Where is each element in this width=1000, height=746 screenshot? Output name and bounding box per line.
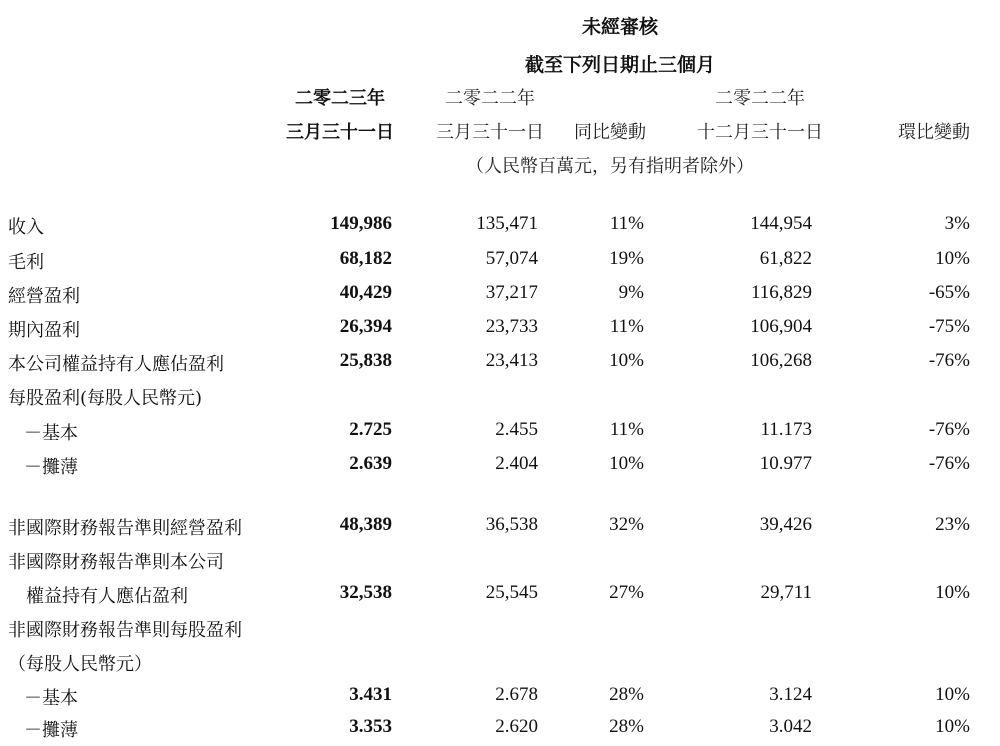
cell-qoq: 10%	[935, 582, 970, 603]
cell-2023q1: 149,986	[330, 213, 392, 234]
cell-yoy: 28%	[609, 684, 644, 705]
cell-yoy: 11%	[609, 419, 644, 440]
row-label: 權益持有人應佔盈利	[26, 586, 188, 607]
cell-2022q4: 3.042	[769, 716, 812, 737]
cell-qoq: 10%	[935, 248, 970, 269]
cell-2022q4: 10.977	[759, 453, 812, 474]
cell-2022q1: 57,074	[485, 248, 538, 269]
cell-2022q4: 29,711	[760, 582, 812, 603]
col-2022q4-date: 十二月三十一日	[697, 122, 823, 143]
cell-2022q1: 2.404	[495, 453, 538, 474]
cell-2022q4: 106,268	[750, 350, 812, 371]
cell-qoq: 10%	[935, 716, 970, 737]
col-yoy-change: 同比變動	[574, 122, 646, 143]
row-label: 收入	[8, 217, 44, 238]
row-label: －攤薄	[24, 720, 78, 741]
cell-2023q1: 68,182	[339, 248, 392, 269]
header-unaudited: 未經審核	[581, 16, 658, 38]
row-label: （每股人民幣元）	[8, 654, 152, 675]
cell-yoy: 11%	[609, 213, 644, 234]
cell-qoq: 3%	[944, 213, 970, 234]
cell-2022q1: 2.620	[495, 716, 538, 737]
cell-qoq: -65%	[928, 282, 970, 303]
row-label: 期內盈利	[8, 320, 80, 341]
cell-2022q4: 116,829	[750, 282, 812, 303]
cell-yoy: 19%	[609, 248, 644, 269]
cell-2022q4: 3.124	[769, 684, 812, 705]
col-2022q4-year: 二零二二年	[715, 88, 805, 109]
cell-yoy: 10%	[609, 453, 644, 474]
cell-yoy: 11%	[609, 316, 644, 337]
cell-2023q1: 32,538	[339, 582, 392, 603]
row-label: 非國際財務報告準則本公司	[8, 552, 224, 573]
cell-yoy: 28%	[609, 716, 644, 737]
row-label: 非國際財務報告準則每股盈利	[8, 620, 242, 641]
cell-2022q1: 23,733	[485, 316, 538, 337]
cell-qoq: -76%	[928, 350, 970, 371]
cell-2023q1: 3.431	[349, 684, 392, 705]
cell-yoy: 32%	[609, 514, 644, 535]
row-label: 每股盈利(每股人民幣元)	[8, 388, 203, 409]
row-label: －攤薄	[24, 457, 78, 478]
cell-2023q1: 48,389	[339, 514, 392, 535]
col-qoq-change: 環比變動	[898, 122, 970, 143]
cell-qoq: -75%	[928, 316, 970, 337]
cell-2022q1: 37,217	[485, 282, 538, 303]
cell-2022q1: 36,538	[485, 514, 538, 535]
col-2022q1-date: 三月三十一日	[436, 122, 544, 143]
cell-qoq: 10%	[935, 684, 970, 705]
row-label: －基本	[24, 688, 78, 709]
cell-2022q1: 2.455	[495, 419, 538, 440]
cell-2023q1: 25,838	[339, 350, 392, 371]
row-label: 毛利	[8, 252, 44, 273]
cell-2023q1: 40,429	[339, 282, 392, 303]
cell-2022q1: 23,413	[485, 350, 538, 371]
cell-2022q4: 11.173	[760, 419, 812, 440]
cell-2022q1: 2.678	[495, 684, 538, 705]
header-period: 截至下列日期止三個月	[524, 54, 715, 76]
cell-2023q1: 26,394	[339, 316, 392, 337]
cell-2023q1: 3.353	[349, 716, 392, 737]
col-2023q1-year: 二零二三年	[295, 88, 385, 109]
row-label: －基本	[24, 423, 78, 444]
cell-2022q4: 61,822	[759, 248, 812, 269]
unit-note: （人民幣百萬元，另有指明者除外）	[466, 156, 754, 177]
cell-2022q1: 135,471	[476, 213, 538, 234]
cell-qoq: -76%	[928, 453, 970, 474]
col-2022q1-year: 二零二二年	[445, 88, 535, 109]
col-2023q1-date: 三月三十一日	[286, 122, 394, 143]
cell-qoq: -76%	[928, 419, 970, 440]
cell-2023q1: 2.639	[349, 453, 392, 474]
cell-2022q1: 25,545	[485, 582, 538, 603]
cell-yoy: 27%	[609, 582, 644, 603]
cell-yoy: 10%	[609, 350, 644, 371]
row-label: 非國際財務報告準則經營盈利	[8, 518, 242, 539]
cell-2023q1: 2.725	[349, 419, 392, 440]
cell-yoy: 9%	[618, 282, 644, 303]
cell-2022q4: 144,954	[750, 213, 812, 234]
cell-qoq: 23%	[935, 514, 970, 535]
cell-2022q4: 106,904	[750, 316, 812, 337]
cell-2022q4: 39,426	[759, 514, 812, 535]
row-label: 經營盈利	[8, 286, 80, 307]
row-label: 本公司權益持有人應佔盈利	[8, 354, 224, 375]
